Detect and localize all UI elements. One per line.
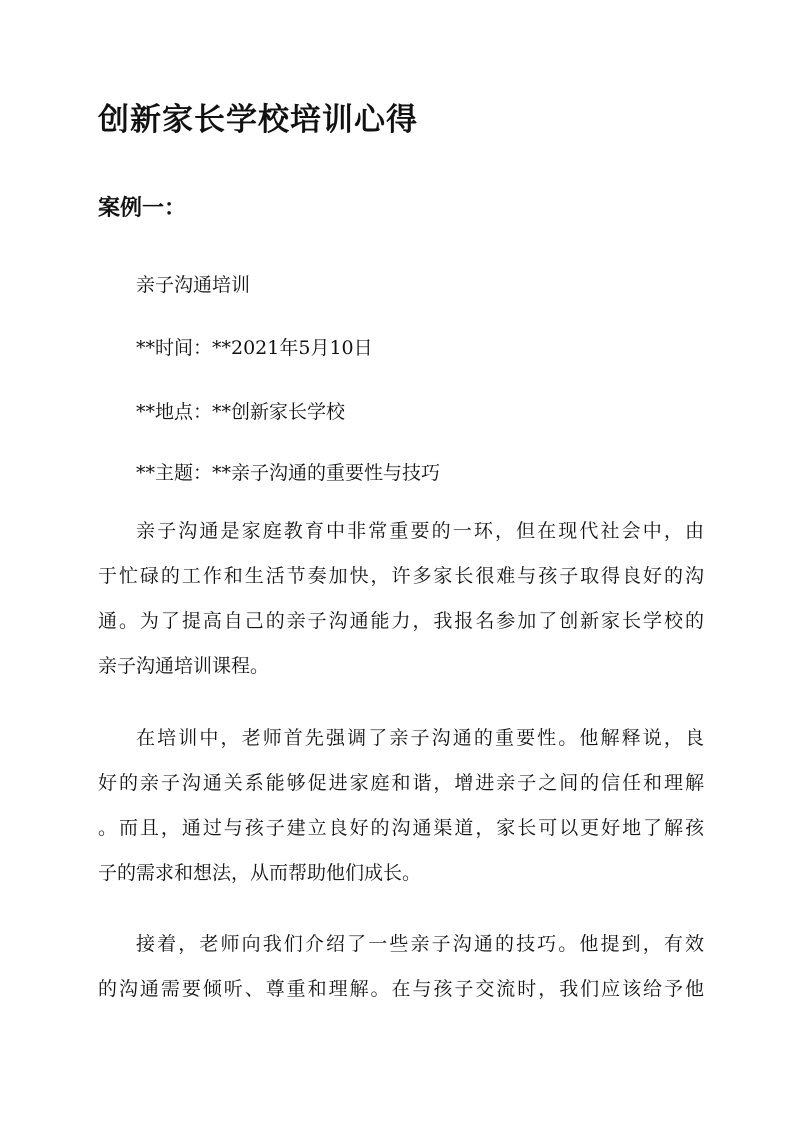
paragraph-line: 的沟通需要倾听、尊重和理解。在与孩子交流时，我们应该给予他 <box>98 978 704 1000</box>
document-title: 创新家长学校培训心得 <box>98 102 418 138</box>
meta-place: **地点：**创新家长学校 <box>136 401 346 423</box>
paragraph-line: 通。为了提高自己的亲子沟通能力，我报名参加了创新家长学校的 <box>98 610 704 632</box>
section-heading: 案例一： <box>98 195 187 221</box>
meta-theme: **主题：**亲子沟通的重要性与技巧 <box>136 462 441 484</box>
paragraph-line: 亲子沟通培训课程。 <box>98 655 270 677</box>
meta-time: **时间：**2021年5月10日 <box>136 337 373 359</box>
training-subheading: 亲子沟通培训 <box>136 274 251 296</box>
paragraph-line: 好的亲子沟通关系能够促进家庭和谐，增进亲子之间的信任和理解 <box>98 772 704 794</box>
paragraph-line: 子的需求和想法，从而帮助他们成长。 <box>98 862 422 884</box>
paragraph-line: 亲子沟通是家庭教育中非常重要的一环，但在现代社会中，由 <box>136 520 704 542</box>
paragraph-line: 于忙碌的工作和生活节奏加快，许多家长很难与孩子取得良好的沟 <box>98 565 704 587</box>
paragraph-techniques <box>98 922 704 1012</box>
paragraph-importance <box>98 716 704 896</box>
paragraph-line: 。而且，通过与孩子建立良好的沟通渠道，家长可以更好地了解孩 <box>98 817 704 839</box>
paragraph-intro <box>98 509 704 689</box>
paragraph-line: 在培训中，老师首先强调了亲子沟通的重要性。他解释说，良 <box>136 727 704 749</box>
paragraph-line: 接着，老师向我们介绍了一些亲子沟通的技巧。他提到，有效 <box>136 933 704 955</box>
